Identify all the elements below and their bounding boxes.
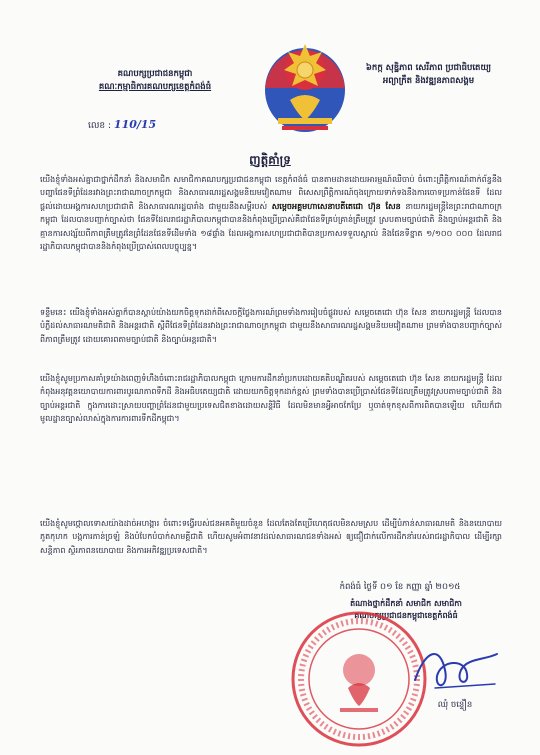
party-name: គណបក្សប្រជាជនកម្ពុជា — [117, 69, 193, 79]
handwritten-signature — [405, 640, 505, 700]
kingdom-motto-line1: ៦កក្ក សុឌ្ឋិភាព សេរីភាព ប្រជាធិបតេយ្យ — [365, 63, 492, 73]
seal-emblem-base — [340, 708, 378, 712]
paragraph-4: យើងខ្ញុំសូមថ្កោលទោសយ៉ាងដាច់អហង្ការ ចំពោះទង្វើរបស់ជនអគតិមួយចំនួន ដែលតែងតែប្រើហេតុផលមិនសមស្រប ដើម្បីបំភាន់សាធារណមតិ និងនយោបាយភូតកុហក បង្កការភាន់ច្រឡំ និងបំបែកបំបាក់សាមគ្គីជាតិ ហើយសូមអំពាវនាវដល់សាធារណជនទាំងអស់ ឲ្យជឿជាក់លើការដឹកនាំរបស់រាជរដ្ឋាភិបាល ដើម្បីរក្សាសន្តិភាព ស្ថិរភាពនយោបាយ និងការអភិវឌ្ឍប្រទេសជាតិ។ — [40, 519, 502, 555]
document-number — [88, 118, 156, 133]
signature-stroke — [415, 654, 497, 685]
seal-emblem-figure — [348, 683, 370, 706]
leader-name: សម្តេចអគ្គមហាសេនាបតីតេជោ ហ៊ុន សែន — [271, 201, 401, 211]
document-number-label: លេខ : — [88, 121, 112, 131]
signature-title-line2: គណបក្សប្រជាជនកម្ពុជាខេត្តកំពង់ធំ — [354, 611, 458, 620]
date-line: កំពង់ធំ ថ្ងៃទី ០១ ខែ កញ្ញា ឆ្នាំ ២០១៥ — [339, 582, 461, 592]
committee-name: គណៈកម្មាធិការគណបក្សខេត្តកំពង់ធំ — [98, 82, 212, 92]
document-title: ញត្តិគាំទ្រ — [249, 153, 291, 167]
document-number-value: 110/15 — [113, 118, 157, 131]
signer-name: ឈុំ ចន្ទឿន — [437, 700, 473, 710]
paragraph-2: ទន្ទឹមនេះ យើងខ្ញុំទាំងអស់គ្នាក៏បានស្ដាប់យ៉ាងយកចិត្តទុកដាក់ពីសេចក្តីថ្លែងការណ៍ព្រមទាំងការរៀបចំផ្លូវរបស់ សម្តេចតេជោ ហ៊ុន សែន នាយករដ្ឋមន្ត្រី ដែលបានបំភ្លឺដល់សាធារណមតិជាតិ និងអន្តរជាតិ ស្តីពីផែនទីព្រំដែនរវាងព្រះរាជាណាចក្រកម្ពុជា ជាមួយនឹងសាធារណរដ្ឋសង្គមនិយមវៀតណាម ព្រមទាំងបានបញ្ជាក់ច្បាស់ពីភាពត្រឹមត្រូវ ដោយគោរពតាមច្បាប់ជាតិ និងច្បាប់អន្តរជាតិ។ — [40, 308, 502, 344]
kingdom-motto-line2: អព្យាក្រឹត និងវឌ្ឍនភាពសង្គម — [382, 76, 475, 86]
party-committee-header — [70, 68, 240, 94]
signature-title-line1: តំណាងថ្នាក់ដឹកនាំ សមាជិក សមាជិកា — [350, 599, 462, 608]
kingdom-motto — [336, 62, 521, 88]
logo-base — [278, 118, 332, 124]
seal-emblem-disc — [343, 654, 375, 686]
paragraph-1: យើងខ្ញុំទាំងអស់គ្នាជាថ្នាក់ដឹកនាំ និងសមាជិក សមាជិកាគណបក្សប្រជាជនកម្ពុជា ខេត្តកំពង់ធំ បានតាមដានដោយអារម្មណ៍ឈឺចាប់ ចំពោះព្រឹត្តិការណ៍ពាក់ព័ន្ធនឹងបញ្ហាផែនទីព្រំដែនរវាងព្រះរាជាណាចក្រកម្ពុជា និងសាធារណរដ្ឋសង្គមនិយមវៀតណាម ពិសេសព្រឹត្តិការណ៍ចុងក្រោយទាក់ទងនឹងការចោទប្រកាន់ផែនទី ដែលផ្ដល់ដោយអង្គការសហប្រជាជាតិ និងសាធារណរដ្ឋបារាំង ជាមួយនឹងសម្តីរបស់ សម្តេចអគ្គមហាសេនាបតីតេជោ ហ៊ុន សែន នាយករដ្ឋមន្រ្តីនៃព្រះរាជាណាចក្រកម្ពុជា ដែលបានបញ្ជាក់ច្បាស់ថា ផែនទីដែលរាជរដ្ឋាភិបាលកម្ពុជាបាននិងកំពុងប្រើប្រាស់គឺជាផែនទីគ្រប់គ្រាន់ត្រឹមត្រូវ ស្របតាមច្បាប់ជាតិ និងច្បាប់អន្តរជាតិ និងគ្មានការសង្ស័យពីភាពត្រឹមត្រូវនៃព្រំដែនផែនទីដើមទាំង ១៨ផ្ទាំង ដែលអង្គការសហប្រជាជាតិបានប្រកាសទទួលស្គាល់ និងផែនទីខ្នាត ១/១០០ ០០០ ដែលរាជរដ្ឋាភិបាលកម្ពុជាបាននិងកំពុងប្រើប្រាស់ពេលបច្ចុប្បន្ន។ — [40, 175, 502, 252]
logo-base-band — [282, 126, 328, 130]
logo-deity-head — [297, 62, 313, 78]
paragraph-3: យើងខ្ញុំសូមប្រកាសគាំទ្រយ៉ាងពេញទំហឹងចំពោះរាជរដ្ឋាភិបាលកម្ពុជា ក្រោមការដឹកនាំប្រកបដោយគតិបណ្ឌិតរបស់ សម្តេចតេជោ ហ៊ុន សែន នាយករដ្ឋមន្ត្រី ដែលកំពុងអនុវត្តនយោបាយការពារបូរណភាពទឹកដី និងអធិបតេយ្យជាតិ ដោយយកចិត្តទុកដាក់ខ្ពស់ ព្រមទាំងបានប្រើប្រាស់ផែនទីដែលត្រឹមត្រូវស្របតាមច្បាប់ជាតិ និងច្បាប់អន្តរជាតិ ក្នុងការដោះស្រាយបញ្ហាព្រំដែនជាមួយប្រទេសជិតខាងដោយសន្តិវិធី ដែលមិនមានអ្វីអាចកែប្រែ ឬចាត់ទុកខុសពីការពិតបានឡើយ ហើយក៏ជាមូលដ្ឋានច្បាស់លាស់ក្នុងការការពារទឹកដីកម្ពុជា។ — [40, 374, 502, 424]
